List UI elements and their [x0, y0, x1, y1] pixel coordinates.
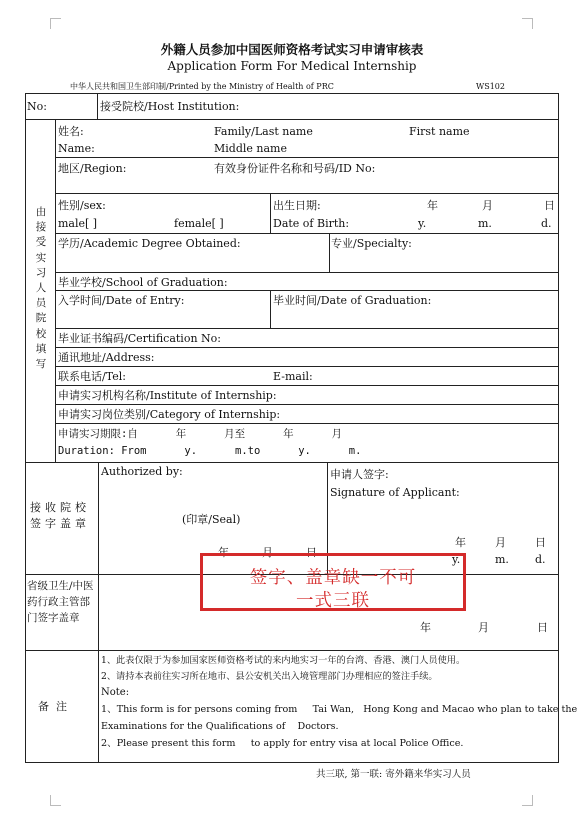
- note-cn-2: 2、请持本表前往实习所在地市、县公安机关出入境管理部门办理相应的签注手续。: [101, 671, 438, 682]
- row-divider: [55, 157, 559, 158]
- applicant-sign-year-cn: 年: [455, 536, 466, 549]
- certification-field[interactable]: 毕业证书编码/Certification No:: [58, 332, 221, 345]
- crop-mark-bottom-right: [522, 795, 533, 806]
- row-divider: [55, 423, 559, 424]
- row-divider: [25, 462, 559, 463]
- row-divider: [55, 233, 559, 234]
- middle-name-field[interactable]: Middle name: [214, 142, 287, 155]
- first-name-field[interactable]: First name: [409, 125, 470, 138]
- institution-section-label: 接收院校签字盖章: [30, 501, 90, 530]
- note-en-1b: Examinations for the Qualifications of Doctors.: [101, 721, 339, 732]
- annotation-line-1: 签字、盖章缺一不可: [249, 568, 417, 588]
- note-en-2: 2、Please present this form to apply for entry visa at local Police Office.: [101, 738, 464, 749]
- form-code: WS102: [476, 82, 505, 91]
- seal-placeholder: (印章/Seal): [182, 513, 241, 526]
- column-divider: [329, 233, 330, 272]
- dob-month-en: m.: [478, 217, 492, 230]
- graduation-date-field[interactable]: 毕业时间/Date of Graduation:: [273, 294, 432, 307]
- authority-day: 日: [537, 621, 548, 634]
- category-field[interactable]: 申请实习岗位类别/Category of Internship:: [58, 408, 281, 421]
- crop-mark-top-right: [522, 18, 533, 29]
- dob-year-cn: 年: [427, 199, 438, 212]
- male-checkbox[interactable]: male[ ]: [58, 217, 98, 230]
- host-institution-field[interactable]: 接受院校/Host Institution:: [100, 100, 240, 113]
- row-divider: [55, 193, 559, 194]
- column-divider: [97, 93, 98, 119]
- family-name-field[interactable]: Family/Last name: [214, 125, 313, 138]
- form-title-english: Application Form For Medical Internship: [167, 59, 417, 73]
- authorized-by-field[interactable]: Authorized by:: [101, 465, 183, 478]
- id-number-field[interactable]: 有效身份证件名称和号码/ID No:: [214, 162, 376, 175]
- note-heading: Note:: [101, 687, 130, 698]
- seal-day: 日: [306, 546, 317, 559]
- applicant-sign-year-en: y.: [452, 553, 461, 566]
- footer-copy-note: 共三联, 第一联: 寄外籍来华实习人员: [316, 769, 471, 780]
- applicant-sign-month-cn: 月: [495, 536, 506, 549]
- entry-date-field[interactable]: 入学时间/Date of Entry:: [58, 294, 185, 307]
- duration-en[interactable]: Duration: From y. m.to y. m.: [58, 445, 362, 457]
- note-en-1a: 1、This form is for persons coming from Tai Wan, Hong Kong and Macao who plan to take the: [101, 704, 578, 715]
- sex-label: 性别/sex:: [58, 199, 106, 212]
- column-divider: [270, 193, 271, 233]
- dob-label-en: Date of Birth:: [273, 217, 350, 230]
- applicant-sign-day-cn: 日: [535, 536, 546, 549]
- dob-month-cn: 月: [482, 199, 493, 212]
- name-label-cn: 姓名:: [58, 125, 84, 138]
- row-divider: [55, 347, 559, 348]
- seal-month: 月: [262, 546, 273, 559]
- applicant-sign-day-en: d.: [535, 553, 546, 566]
- dob-day-cn: 日: [544, 199, 555, 212]
- note-cn-1: 1、此表仅限于为参加国家医师资格考试的来内地实习一年的台湾、香港、澳门人员使用。: [101, 655, 466, 666]
- region-field[interactable]: 地区/Region:: [58, 162, 127, 175]
- row-divider: [55, 328, 559, 329]
- authority-month: 月: [478, 621, 489, 634]
- annotation-line-2: 一式三联: [296, 591, 370, 611]
- applicant-section-label: 由接受实习人员院校填写: [35, 206, 47, 371]
- degree-field[interactable]: 学历/Academic Degree Obtained:: [58, 237, 241, 250]
- column-divider: [270, 290, 271, 328]
- authority-section-label: 省级卫生/中医药行政主管部门签字盖章: [27, 580, 94, 624]
- column-divider: [55, 119, 56, 462]
- row-divider: [25, 119, 559, 120]
- row-divider: [55, 290, 559, 291]
- tel-field[interactable]: 联系电话/Tel:: [58, 370, 126, 383]
- column-divider: [98, 462, 99, 763]
- dob-year-en: y.: [418, 217, 427, 230]
- female-checkbox[interactable]: female[ ]: [174, 217, 224, 230]
- email-field[interactable]: E-mail:: [273, 370, 313, 383]
- specialty-field[interactable]: 专业/Specialty:: [331, 237, 412, 250]
- notes-label: 备 注: [38, 700, 67, 713]
- seal-year: 年: [218, 546, 229, 559]
- row-divider: [55, 272, 559, 273]
- row-divider: [55, 404, 559, 405]
- institute-field[interactable]: 申请实习机构名称/Institute of Internship:: [58, 389, 277, 402]
- crop-mark-top-left: [50, 18, 61, 29]
- duration-cn[interactable]: 申请实习期限:自 年 月至 年 月: [58, 428, 343, 440]
- form-title-chinese: 外籍人员参加中国医师资格考试实习申请审核表: [160, 42, 424, 57]
- no-label: No:: [27, 100, 47, 113]
- applicant-sign-month-en: m.: [495, 553, 509, 566]
- printed-by-line: 中华人民共和国卫生部印制/Printed by the Ministry of Health of PRC: [70, 82, 334, 91]
- dob-day-en: d.: [541, 217, 552, 230]
- row-divider: [55, 366, 559, 367]
- school-field[interactable]: 毕业学校/School of Graduation:: [58, 276, 228, 289]
- dob-label-cn: 出生日期:: [273, 199, 321, 212]
- row-divider: [25, 650, 559, 651]
- authority-year: 年: [420, 621, 431, 634]
- crop-mark-bottom-left: [50, 795, 61, 806]
- applicant-signature-field[interactable]: Signature of Applicant:: [330, 486, 460, 499]
- address-field[interactable]: 通讯地址/Address:: [58, 351, 155, 364]
- row-divider: [55, 385, 559, 386]
- applicant-signature-label-cn: 申请人签字:: [330, 468, 389, 481]
- name-label-en: Name:: [58, 142, 95, 155]
- red-annotation-box: [200, 553, 466, 611]
